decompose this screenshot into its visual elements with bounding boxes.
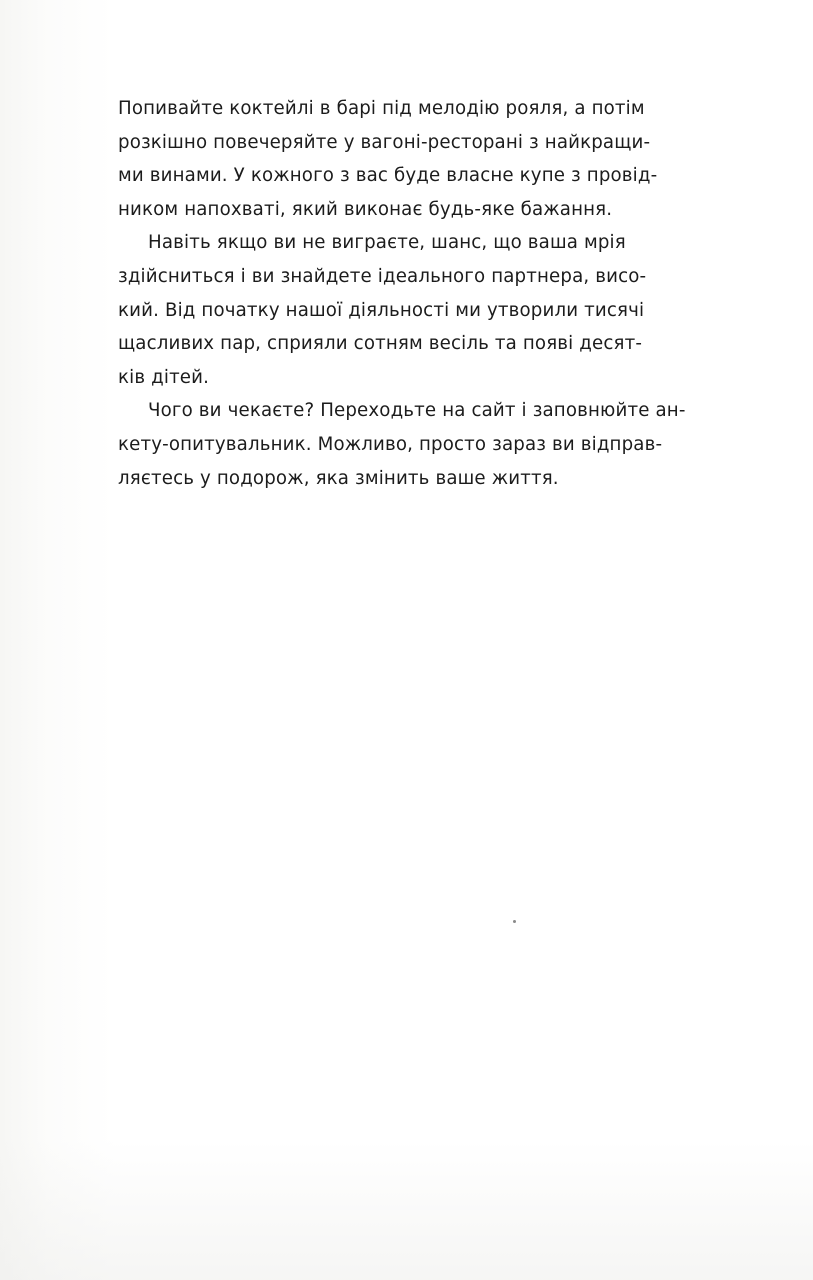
text-line: ляєтесь у подорож, яка змінить ваше життя. bbox=[118, 467, 559, 489]
paragraph-3 bbox=[118, 394, 778, 495]
body-text bbox=[118, 92, 778, 495]
paper-speck bbox=[513, 920, 516, 923]
text-line: ків дітей. bbox=[118, 366, 210, 388]
text-line: ником напохваті, який виконає будь-яке бажання. bbox=[118, 198, 613, 220]
page-shadow bbox=[0, 1140, 813, 1280]
text-line: здійсниться і ви знайдете ідеального партнера, висо- bbox=[118, 265, 647, 287]
text-line: кету-опитувальник. Можливо, просто зараз ви відправ- bbox=[118, 433, 663, 455]
text-line: Навіть якщо ви не виграєте, шанс, що ваша мрія bbox=[148, 232, 626, 254]
text-line: Попивайте коктейлі в барі під мелодію рояля, а потім bbox=[118, 98, 645, 119]
text-line: розкішно повечеряйте у вагоні-ресторані з найкращи- bbox=[118, 131, 651, 153]
paragraph-2 bbox=[118, 226, 778, 394]
text-line: Чого ви чекаєте? Переходьте на сайт і заповнюйте ан- bbox=[148, 400, 686, 422]
text-line: щасливих пар, сприяли сотням весіль та появі десят- bbox=[118, 333, 643, 355]
text-line: кий. Від початку нашої діяльності ми утворили тисячі bbox=[118, 299, 645, 321]
text-line: ми винами. У кожного з вас буде власне купе з провід- bbox=[118, 165, 658, 187]
paragraph-1 bbox=[118, 92, 778, 226]
